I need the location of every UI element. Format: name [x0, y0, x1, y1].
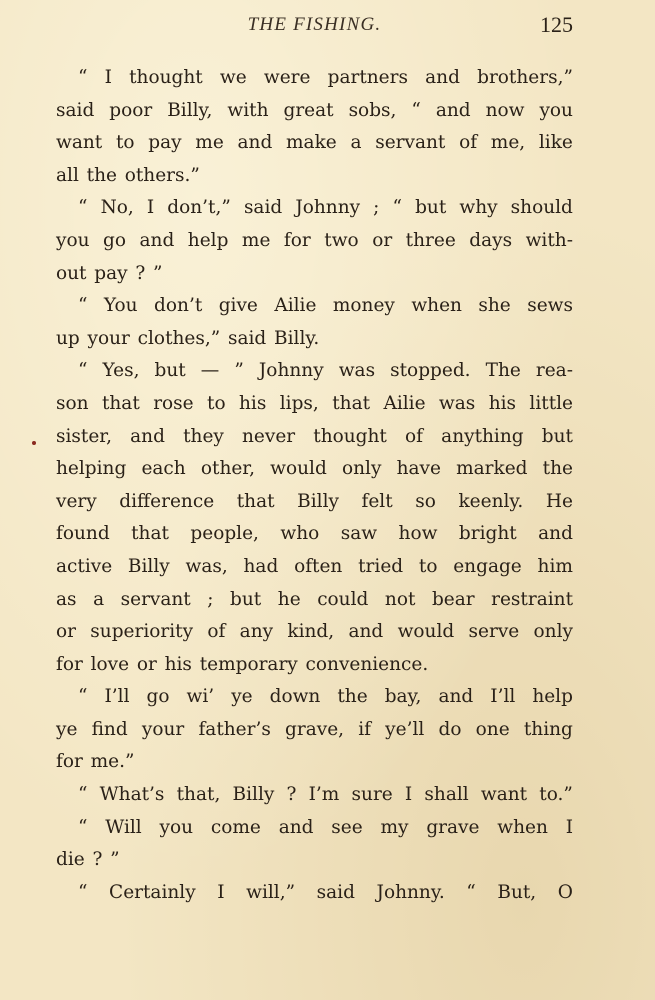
text-line: “ I thought we were partners and brothers,” — [78, 67, 573, 88]
text-line: active Billy was, had often tried to engage him — [56, 555, 573, 577]
text-line: want to pay me and make a servant of me, like — [56, 132, 573, 154]
text-line: as a servant ; but he could not bear restraint — [56, 588, 573, 610]
text-line: very difference that Billy felt so keenly. He — [56, 490, 573, 512]
text-line: found that people, who saw how bright and — [56, 523, 573, 545]
text-line: “ You don’t give Ailie money when she sews — [78, 295, 573, 317]
text-line: son that rose to his lips, that Ailie was his little — [56, 392, 573, 414]
body-text — [56, 62, 573, 909]
text-line: for love or his temporary convenience. — [56, 653, 429, 675]
text-line: “ Yes, but — ” Johnny was stopped. The rea- — [78, 360, 573, 382]
text-line: ye find your father’s grave, if ye’ll do one thing — [56, 718, 573, 740]
text-line: helping each other, would only have marked the — [56, 458, 573, 480]
text-line: or superiority of any kind, and would serve only — [56, 621, 573, 643]
text-line: “ I’ll go wi’ ye down the bay, and I’ll help — [78, 686, 573, 708]
text-line: “ Certainly I will,” said Johnny. “ But, O — [78, 881, 573, 903]
text-line: said poor Billy, with great sobs, “ and now you — [56, 99, 573, 121]
text-line: up your clothes,” said Billy. — [56, 327, 320, 349]
text-line: die ? ” — [56, 849, 120, 871]
text-line: “ Will you come and see my grave when I — [78, 816, 573, 838]
page-number: 125 — [540, 12, 573, 37]
text-line: sister, and they never thought of anything but — [56, 425, 573, 447]
text-line: you go and help me for two or three days with- — [56, 229, 573, 251]
text-line: “ No, I don’t,” said Johnny ; “ but why should — [78, 197, 573, 219]
ink-speck — [32, 441, 36, 445]
chapter-title: THE FISHING. — [247, 14, 382, 35]
text-line: all the others.” — [56, 164, 200, 186]
text-line: for me.” — [56, 751, 135, 773]
text-line: “ What’s that, Billy ? I’m sure I shall want to.” — [78, 784, 573, 806]
running-head — [56, 12, 573, 42]
text-line: out pay ? ” — [56, 262, 163, 284]
